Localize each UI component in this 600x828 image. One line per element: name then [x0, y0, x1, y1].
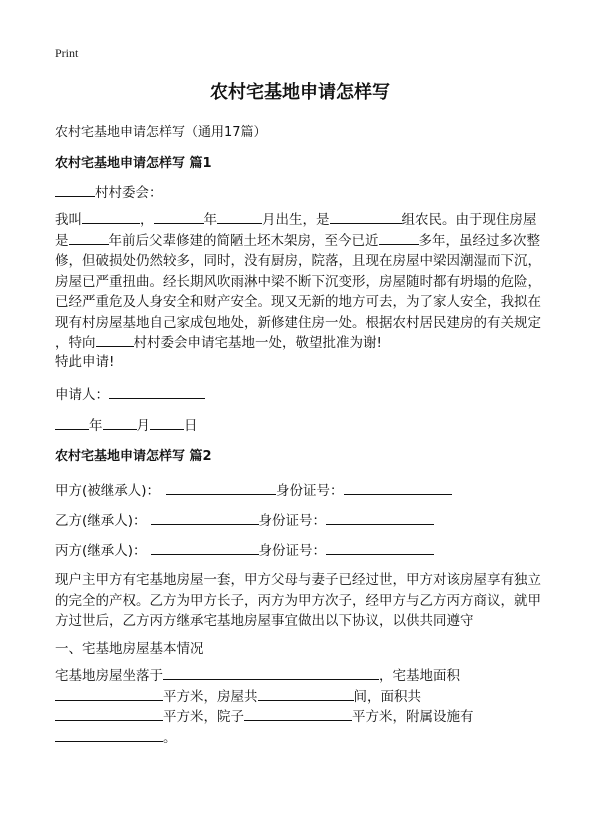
party-c-blank [151, 542, 259, 555]
year-built-blank [69, 232, 109, 245]
paragraph-line [55, 666, 548, 687]
print-link[interactable]: Print [55, 46, 79, 60]
applicant-label: 申请人： [55, 387, 109, 403]
date-day-label: 日 [184, 418, 198, 434]
applicant-line [55, 383, 548, 403]
text-fragment: ，宅基地面积 [379, 668, 460, 684]
party-a-blank [166, 482, 276, 495]
year-blank [154, 211, 204, 224]
text-fragment: 平方米，房屋共 [163, 688, 258, 705]
paragraph-line: 现有村房屋基地自己家成包地处，新修建住房一处。根据农村居民建房的有关规定 [55, 314, 541, 331]
text-fragment: 平方米，附属设施有 [352, 709, 474, 725]
text-fragment: 年 [203, 212, 217, 228]
section2-heading: 农村宅基地申请怎样写 篇2 [55, 449, 212, 464]
paragraph-line: 已经严重危及人身安全和财产安全。现又无新的地方可去，为了家人安全，我拟在 [55, 294, 541, 310]
text-fragment: 村村委会申请宅基地一处，敬望批准为谢! [133, 335, 382, 351]
party-a-line [55, 479, 548, 499]
paragraph-line: 的完全的产权。乙方为甲方长子，丙方为甲方次子，经甲方与乙方丙方商议，就甲 [55, 592, 541, 609]
building-area-blank [55, 708, 163, 721]
party-a-id-blank [344, 482, 452, 495]
id-label: 身份证号： [276, 483, 344, 499]
text-fragment: 。 [163, 729, 177, 746]
party-c-label: 丙方(继承人)： [55, 543, 147, 559]
paragraph-line: 修，但破损处仍然较多，同时，没有厨房，院落，且现在房屋中梁因潮湿而下沉， [55, 253, 541, 269]
paragraph-line [55, 210, 548, 231]
document-title: 农村宅基地申请怎样写 [210, 82, 390, 103]
rooms-blank [258, 688, 354, 701]
id-label: 身份证号： [258, 543, 327, 559]
section2-paragraph [55, 570, 548, 632]
section1-heading: 农村宅基地申请怎样写 篇1 [55, 156, 212, 171]
paragraph-line: 现户主甲方有宅基地房屋一套，甲方父母与妻子已经过世，甲方对该房屋享有独立 [55, 572, 541, 588]
paragraph-line [55, 687, 548, 708]
request-text: 特此申请! [55, 354, 115, 370]
date-day-blank [150, 417, 184, 430]
id-label: 身份证号： [258, 513, 327, 529]
date-month-label: 月 [136, 418, 150, 434]
location-blank [163, 667, 379, 680]
date-month-blank [103, 417, 137, 430]
section1-paragraph [55, 210, 548, 354]
party-b-id-blank [326, 512, 434, 525]
name-blank [82, 211, 140, 224]
years-blank [379, 232, 419, 245]
party-b-line [55, 509, 548, 529]
house-details [55, 666, 548, 748]
text-fragment: 是 [55, 232, 69, 249]
date-year-blank [55, 417, 89, 430]
village-name-blank [55, 184, 95, 197]
paragraph-line: 方过世后，乙方丙方继承宅基地房屋事宜做出以下协议，以供共同遵守 [55, 613, 474, 629]
text-fragment: 组农民。由于现住房屋 [401, 212, 537, 228]
date-year-label: 年 [89, 418, 103, 434]
text-fragment: 宅基地房屋坐落于 [55, 668, 163, 684]
text-fragment: 月出生，是 [262, 212, 330, 228]
party-c-id-blank [326, 542, 434, 555]
paragraph-line [55, 231, 548, 252]
text-fragment: ，特向 [55, 335, 96, 351]
text-fragment: 多年，虽经过多次整 [418, 232, 540, 249]
text-fragment: ， [140, 212, 154, 228]
yard-area-blank [244, 708, 352, 721]
date-line [55, 414, 548, 434]
paragraph-line [55, 728, 548, 749]
month-blank [217, 211, 262, 224]
sub-heading: 一、宅基地房屋基本情况 [55, 641, 204, 657]
party-b-blank [151, 512, 259, 525]
paragraph-line [55, 707, 548, 728]
land-area-blank [55, 688, 163, 701]
facilities-blank [55, 729, 163, 742]
text-fragment: 我叫 [55, 212, 82, 228]
applicant-blank [109, 386, 205, 399]
paragraph-line: 房屋已严重扭曲。经长期风吹雨淋中梁不断下沉变形，房屋随时都有坍塌的危险， [55, 273, 541, 290]
text-fragment: 平方米，院子 [163, 709, 244, 725]
party-a-label: 甲方(被继承人)： [55, 483, 161, 499]
party-b-label: 乙方(继承人)： [55, 513, 147, 529]
salutation-text: 村村委会： [95, 185, 163, 201]
document-subtitle: 农村宅基地申请怎样写（通用17篇） [55, 125, 267, 140]
party-c-line [55, 539, 548, 559]
text-fragment: 间，面积共 [353, 688, 421, 705]
salutation-line [55, 181, 548, 201]
village-blank [96, 334, 134, 347]
text-fragment: 年前后父辈修建的简陋土坯木架房，至今已近 [108, 232, 379, 249]
group-blank [330, 211, 402, 224]
